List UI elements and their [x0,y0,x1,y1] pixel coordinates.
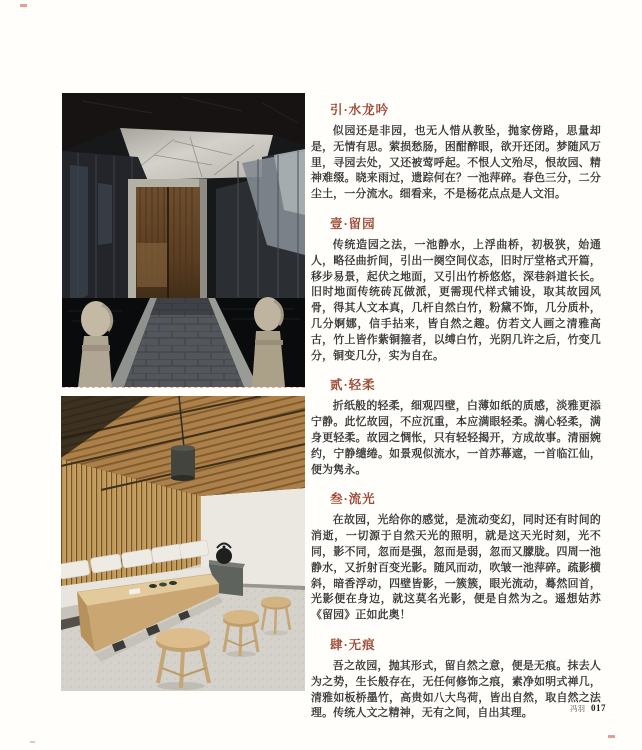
section-heading: 贰·轻柔 [330,378,376,393]
section-one [311,214,601,364]
crop-mark [20,4,27,7]
section-heading: 叁·流光 [330,492,376,507]
article-column [311,100,601,722]
entry-courtyard-illustration [62,93,305,387]
section-body: 传统造园之法，一池静水，上浮曲桥，初极狭，始通人，略径曲折间，引出一阕空间仪态，旧时厅堂格式开篇，移步易景，起伏之地面，又引出竹桥悠悠，深巷斜道长长。旧时地面传统砖瓦做派，更需现代样式铺设，取其故园风骨，得其人文本真，几杆自然白竹，粉黛不饰，几分质朴，几分婀娜，信手拈来，皆自然之趣。仿若文人画之清雅高古，竹上皆作紫铜箍者，以缚白竹，光阴几许之后，竹变几分，铜变几分，实为自在。 [311,238,601,362]
section-intro [311,100,601,203]
print-artifact-line [62,387,305,388]
page-number: 017 [591,703,606,713]
tea-room-illustration [61,396,305,691]
section-heading: 引·水龙吟 [330,103,390,117]
door-light-patch [137,243,167,287]
section-two [311,375,601,478]
section-three [311,489,601,624]
section-body: 吾之故园，抛其形式，留自然之意，便是无痕。抹去人为之势，生长般存在，无任何修饰之痕，素净如明式禅几，清雅如板桥墨竹，高贵如八大鸟荷，皆出自然，取自然之法理。传统人文之精神，无有之间，自出其理。 [311,659,601,720]
stone-statue-left [78,301,112,387]
section-body: 在故园，光给你的感觉，是流动变幻，同时还有时间的消逝，一切源于自然天光的照明，就是这天光时刻，光不同，影不同，忽而是强，忽而是弱，忽而又朦胧。四周一池静水，又折射百变光影。随风而动，吹皱一池萍碎。疏影横斜，暗香浮动，四壁皆影，一簇簇，眼光流动，蓦然回首，光影便在身边，就这莫名光影，便是自然为之。遥想姑苏《留园》正如此奥！ [311,514,601,622]
iron-kettle [216,544,232,565]
section-body: 折纸般的轻柔，细观四壁，白薄如纸的质感，淡雅更添宁静。此忆故园，不应沉重，本应满眼轻柔。满心轻柔，满身更轻柔。故园之惆怅，只有轻轻揭开，方成故事。清丽婉约，宁静缱绻。如景观似流水，一首苏幕遮，一首临江仙，便为隽永。 [311,400,601,476]
photo-entry-courtyard [62,93,305,387]
section-body: 似园还是非园，也无人惜从教坠，抛家傍路，思量却是，无情有思。萦损愁肠，困酣醉眼，欲开还闭。梦随风万里，寻园去处，又还被莺呼起。不恨人文殆尽，恨故园、精神难缀。晓来雨过，遗踪何在？一池萍碎。春色三分，二分尘土，一分流水。细看来，不是杨花点点是人文泪。 [311,125,601,201]
crop-mark [608,735,615,738]
author-name: 冯羽 [570,704,585,713]
stone-statue-right [252,297,285,387]
section-heading: 壹·留园 [330,216,376,231]
page-footer [546,703,606,714]
photo-tea-room [61,396,305,691]
wooden-door [136,187,200,309]
crop-mark [30,741,35,743]
section-heading: 肆·无痕 [330,637,376,652]
